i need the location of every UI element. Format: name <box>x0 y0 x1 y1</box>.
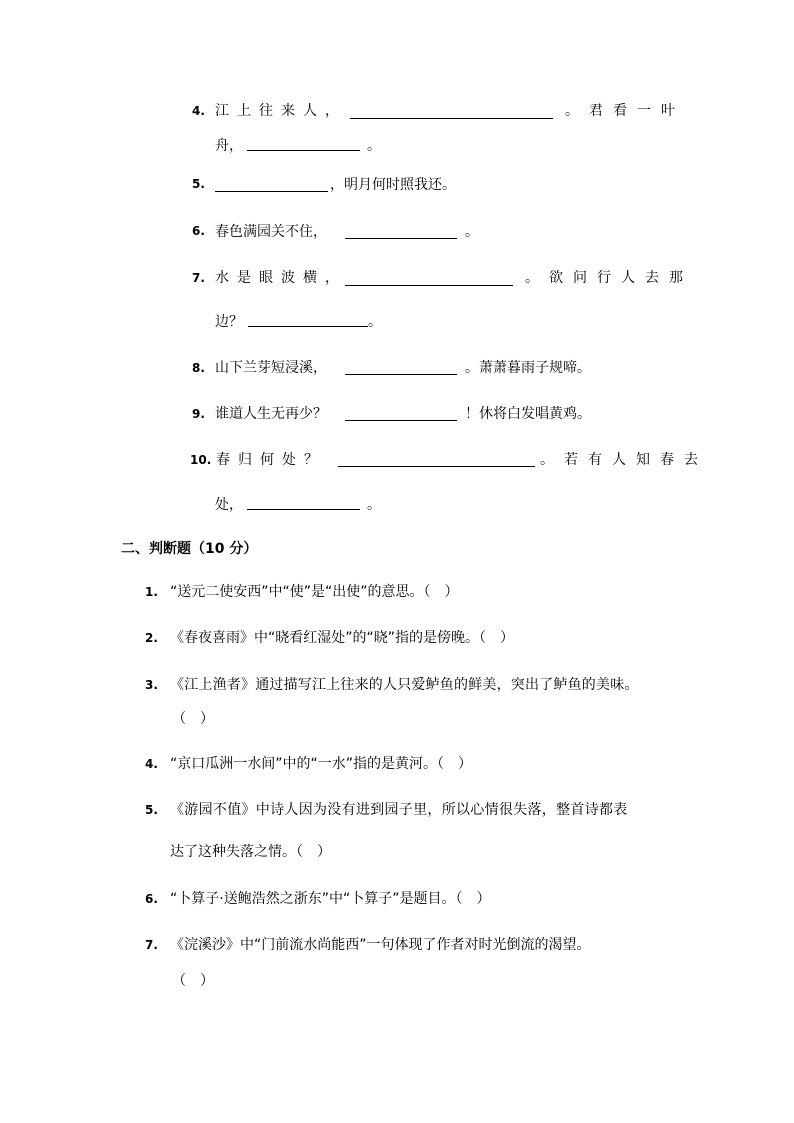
verse-text: 水是眼波横， <box>215 270 347 286</box>
verse-text: 。欲问行人去那 <box>525 270 693 286</box>
answer-blank[interactable] <box>345 374 457 375</box>
verse-text: 春归何处？ <box>216 452 326 468</box>
verse-text: 。君看一叶 <box>565 103 685 119</box>
question-text: “卜算子·送鲍浩然之浙东”中“卜算子”是题目。（ ） <box>170 891 491 907</box>
item-number: 10. <box>190 453 212 467</box>
answer-blank[interactable] <box>248 326 368 327</box>
item-number: 4. <box>145 757 158 771</box>
item-number: 5. <box>145 803 158 817</box>
verse-text: 边？ <box>215 314 243 330</box>
verse-text: 。 <box>367 138 381 154</box>
verse-text: 山下兰芽短浸溪， <box>215 360 327 376</box>
verse-text: ，明月何时照我还。 <box>330 177 456 193</box>
verse-text: 。 <box>367 497 381 513</box>
answer-blank[interactable] <box>215 191 328 192</box>
item-number: 5. <box>192 177 205 191</box>
item-number: 9. <box>192 407 205 421</box>
verse-text: 谁道人生无再少？ <box>215 406 327 422</box>
question-text-cont: 达了这种失落之情。（ ） <box>170 844 331 860</box>
verse-text: 。萧萧暮雨子规啼。 <box>465 360 591 376</box>
verse-text: 春色满园关不住， <box>215 224 327 240</box>
question-text: 《春夜喜雨》中“晓看红湿处”的“晓”指的是傍晚。（ ） <box>170 630 515 646</box>
answer-blank[interactable] <box>247 509 360 510</box>
item-number: 7. <box>145 938 158 952</box>
verse-text: ！休将白发唱黄鸡。 <box>465 406 591 422</box>
item-number: 8. <box>192 361 205 375</box>
item-number: 6. <box>145 892 158 906</box>
verse-text: 。若有人知春去 <box>540 452 708 468</box>
question-text: 《浣溪沙》中“门前流水尚能西”一句体现了作者对时光倒流的渴望。 <box>170 937 591 953</box>
item-number: 6. <box>192 224 205 238</box>
verse-text: 舟， <box>215 138 243 154</box>
question-text: 《江上渔者》通过描写江上往来的人只爱鲈鱼的鲜美，突出了鲈鱼的美味。 <box>170 677 639 693</box>
verse-text: 处， <box>215 497 243 513</box>
answer-blank[interactable] <box>350 118 553 119</box>
verse-text: 。 <box>465 224 479 240</box>
question-text: “送元二使安西”中“使”是“出使”的意思。（ ） <box>170 584 459 600</box>
question-text: “京口瓜洲一水间”中的“一水”指的是黄河。（ ） <box>170 756 473 772</box>
item-number: 2. <box>145 631 158 645</box>
section-heading: 二、判断题（10 分） <box>121 541 258 557</box>
answer-paren[interactable]: （ ） <box>172 973 214 989</box>
question-text: 《游园不值》中诗人因为没有进到园子里，所以心情很失落，整首诗都表 <box>170 802 628 818</box>
verse-text: 江上往来人， <box>215 103 347 119</box>
item-number: 3. <box>145 678 158 692</box>
verse-text: 。 <box>368 314 382 330</box>
answer-blank[interactable] <box>338 466 535 467</box>
answer-blank[interactable] <box>247 150 360 151</box>
answer-paren[interactable]: （ ） <box>172 711 214 727</box>
item-number: 7. <box>192 271 205 285</box>
answer-blank[interactable] <box>345 420 457 421</box>
answer-blank[interactable] <box>345 285 513 286</box>
item-number: 4. <box>192 104 205 118</box>
item-number: 1. <box>145 585 158 599</box>
answer-blank[interactable] <box>345 238 457 239</box>
